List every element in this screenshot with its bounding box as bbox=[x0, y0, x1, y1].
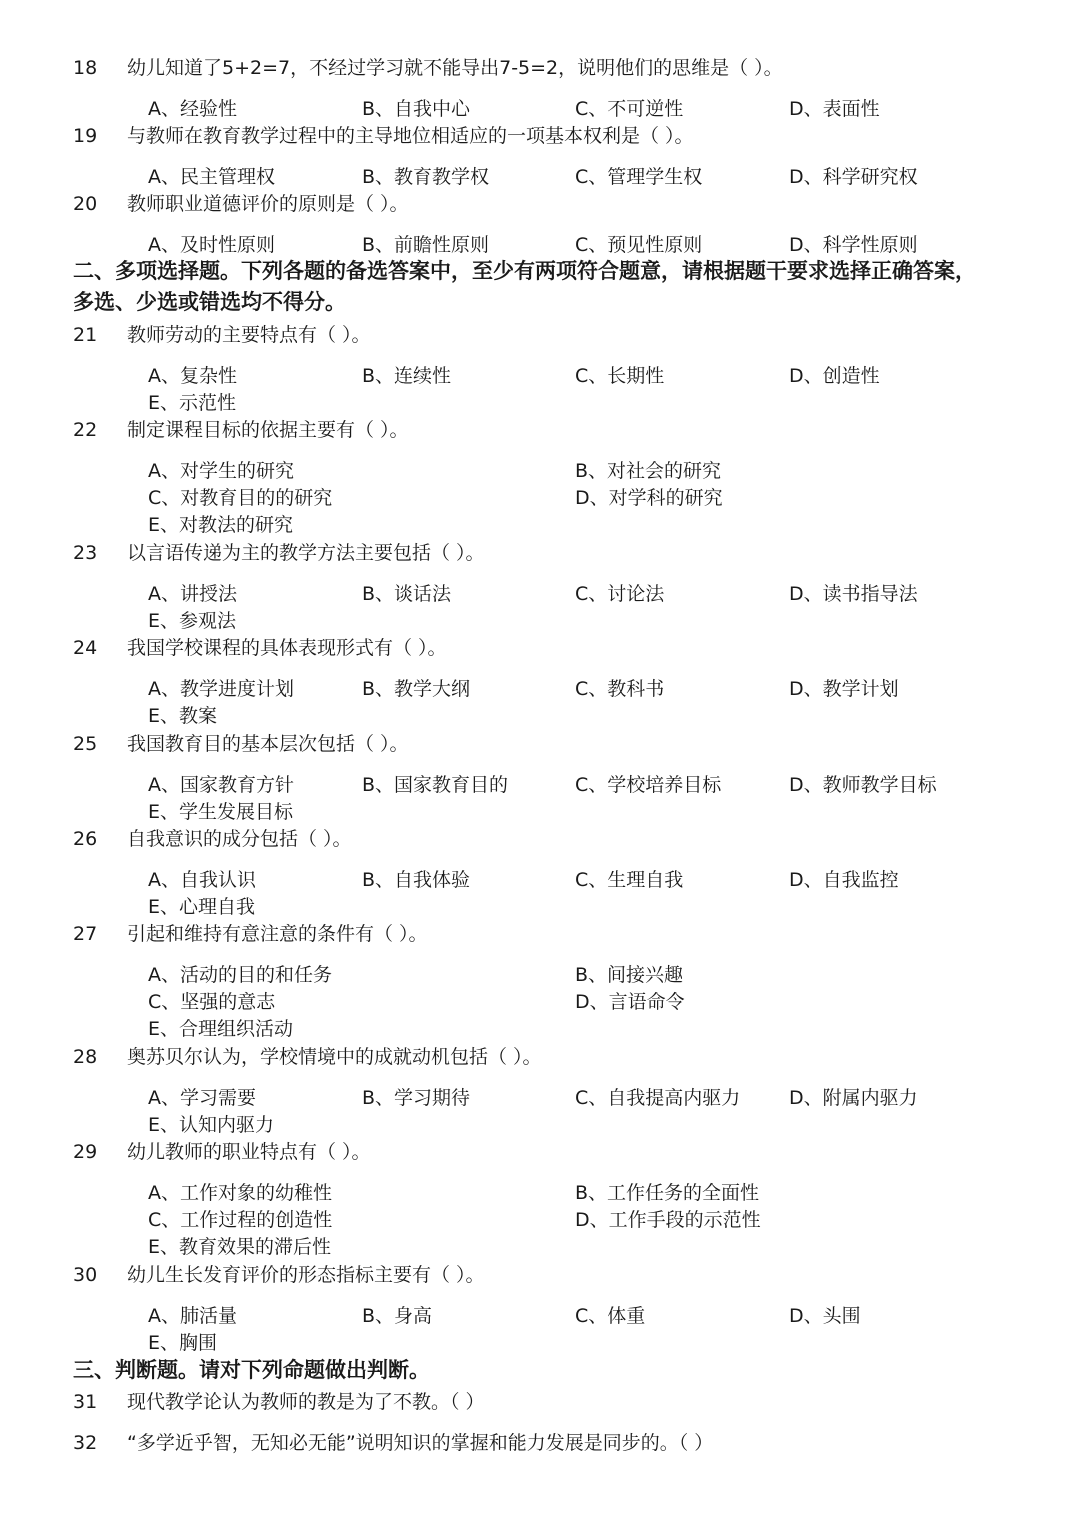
question-number: 29 bbox=[73, 1141, 98, 1163]
option-d: D、读书指导法 bbox=[789, 583, 918, 605]
question-number: 27 bbox=[73, 923, 98, 945]
option-b: B、自我体验 bbox=[362, 869, 471, 891]
option-d: D、言语命令 bbox=[575, 991, 685, 1013]
option-b: B、前瞻性原则 bbox=[362, 234, 490, 256]
question-number: 32 bbox=[73, 1432, 98, 1454]
option-d: D、自我监控 bbox=[789, 869, 899, 891]
option-e: E、参观法 bbox=[148, 610, 237, 632]
option-d: D、教师教学目标 bbox=[789, 774, 937, 796]
question-stem: 幼儿生长发育评价的形态指标主要有（ ）。 bbox=[127, 1264, 485, 1286]
question-number: 25 bbox=[73, 733, 98, 755]
option-c: C、体重 bbox=[575, 1305, 646, 1327]
question-number: 26 bbox=[73, 828, 98, 850]
question-number: 28 bbox=[73, 1046, 98, 1068]
question-stem: “多学近乎智，无知必无能”说明知识的掌握和能力发展是同步的。（ ） bbox=[127, 1432, 714, 1454]
option-a: A、教学进度计划 bbox=[148, 678, 294, 700]
option-e: E、胸围 bbox=[148, 1332, 218, 1354]
option-d: D、科学性原则 bbox=[789, 234, 918, 256]
option-d: D、头围 bbox=[789, 1305, 861, 1327]
option-b: B、教育教学权 bbox=[362, 166, 490, 188]
option-b: B、教学大纲 bbox=[362, 678, 471, 700]
option-a: A、复杂性 bbox=[148, 365, 237, 387]
option-e: E、示范性 bbox=[148, 392, 237, 414]
option-c: C、讨论法 bbox=[575, 583, 665, 605]
option-e: E、对教法的研究 bbox=[148, 514, 294, 536]
option-b: B、自我中心 bbox=[362, 98, 471, 120]
option-a: A、国家教育方针 bbox=[148, 774, 294, 796]
option-a: A、经验性 bbox=[148, 98, 237, 120]
question-number: 22 bbox=[73, 419, 98, 441]
option-d: D、表面性 bbox=[789, 98, 880, 120]
option-a: A、讲授法 bbox=[148, 583, 237, 605]
question-stem: 引起和维持有意注意的条件有（ ）。 bbox=[127, 923, 428, 945]
question-number: 19 bbox=[73, 125, 98, 147]
question-stem: 制定课程目标的依据主要有（ ）。 bbox=[127, 419, 409, 441]
option-d: D、创造性 bbox=[789, 365, 880, 387]
option-e: E、合理组织活动 bbox=[148, 1018, 294, 1040]
option-a: A、自我认识 bbox=[148, 869, 256, 891]
question-stem: 奥苏贝尔认为，学校情境中的成就动机包括（ ）。 bbox=[127, 1046, 542, 1068]
question-stem: 教师劳动的主要特点有（ ）。 bbox=[127, 324, 371, 346]
option-c: C、管理学生权 bbox=[575, 166, 703, 188]
option-e: E、学生发展目标 bbox=[148, 801, 294, 823]
question-number: 24 bbox=[73, 637, 98, 659]
section-heading-multiple-choice: 二、多项选择题。下列各题的备选答案中，至少有两项符合题意，请根据题干要求选择正确答案，多选、少选或错选均不得分。 bbox=[73, 259, 976, 314]
question-stem: 与教师在教育教学过程中的主导地位相适应的一项基本权利是（ ）。 bbox=[127, 125, 694, 147]
question-stem: 幼儿教师的职业特点有（ ）。 bbox=[127, 1141, 371, 1163]
question-stem: 我国学校课程的具体表现形式有（ ）。 bbox=[127, 637, 447, 659]
question-stem: 现代教学论认为教师的教是为了不教。（ ） bbox=[127, 1391, 485, 1413]
question-stem: 我国教育目的基本层次包括（ ）。 bbox=[127, 733, 409, 755]
option-b: B、国家教育目的 bbox=[362, 774, 509, 796]
question-number: 18 bbox=[73, 57, 98, 79]
option-c: C、不可逆性 bbox=[575, 98, 684, 120]
option-c: C、生理自我 bbox=[575, 869, 684, 891]
option-d: D、工作手段的示范性 bbox=[575, 1209, 761, 1231]
option-b: B、谈话法 bbox=[362, 583, 452, 605]
option-b: B、身高 bbox=[362, 1305, 433, 1327]
question-number: 31 bbox=[73, 1391, 98, 1413]
option-e: E、教育效果的滞后性 bbox=[148, 1236, 332, 1258]
question-number: 21 bbox=[73, 324, 98, 346]
option-a: A、民主管理权 bbox=[148, 166, 275, 188]
option-b: B、间接兴趣 bbox=[575, 964, 684, 986]
option-c: C、教科书 bbox=[575, 678, 665, 700]
question-number: 30 bbox=[73, 1264, 98, 1286]
question-stem: 幼儿知道了5+2=7，不经过学习就不能导出7-5=2，说明他们的思维是（ ）。 bbox=[127, 57, 783, 79]
option-d: D、科学研究权 bbox=[789, 166, 918, 188]
option-d: D、教学计划 bbox=[789, 678, 899, 700]
option-c: C、学校培养目标 bbox=[575, 774, 722, 796]
option-e: E、教案 bbox=[148, 705, 218, 727]
option-c: C、自我提高内驱力 bbox=[575, 1087, 741, 1109]
option-a: A、肺活量 bbox=[148, 1305, 237, 1327]
question-stem: 教师职业道德评价的原则是（ ）。 bbox=[127, 193, 409, 215]
option-a: A、及时性原则 bbox=[148, 234, 275, 256]
option-a: A、学习需要 bbox=[148, 1087, 256, 1109]
option-b: B、学习期待 bbox=[362, 1087, 471, 1109]
option-c: C、坚强的意志 bbox=[148, 991, 276, 1013]
option-a: A、工作对象的幼稚性 bbox=[148, 1182, 332, 1204]
option-d: D、附属内驱力 bbox=[789, 1087, 918, 1109]
option-e: E、认知内驱力 bbox=[148, 1114, 275, 1136]
option-c: C、预见性原则 bbox=[575, 234, 703, 256]
option-c: C、长期性 bbox=[575, 365, 665, 387]
option-d: D、对学科的研究 bbox=[575, 487, 723, 509]
question-number: 23 bbox=[73, 542, 98, 564]
option-b: B、连续性 bbox=[362, 365, 452, 387]
question-stem: 以言语传递为主的教学方法主要包括（ ）。 bbox=[127, 542, 485, 564]
option-c: C、工作过程的创造性 bbox=[148, 1209, 333, 1231]
option-b: B、工作任务的全面性 bbox=[575, 1182, 760, 1204]
option-c: C、对教育目的的研究 bbox=[148, 487, 333, 509]
option-a: A、活动的目的和任务 bbox=[148, 964, 332, 986]
option-b: B、对社会的研究 bbox=[575, 460, 722, 482]
question-number: 20 bbox=[73, 193, 98, 215]
option-e: E、心理自我 bbox=[148, 896, 256, 918]
section-heading-true-false: 三、判断题。请对下列命题做出判断。 bbox=[73, 1358, 430, 1382]
option-a: A、对学生的研究 bbox=[148, 460, 294, 482]
question-stem: 自我意识的成分包括（ ）。 bbox=[127, 828, 352, 850]
